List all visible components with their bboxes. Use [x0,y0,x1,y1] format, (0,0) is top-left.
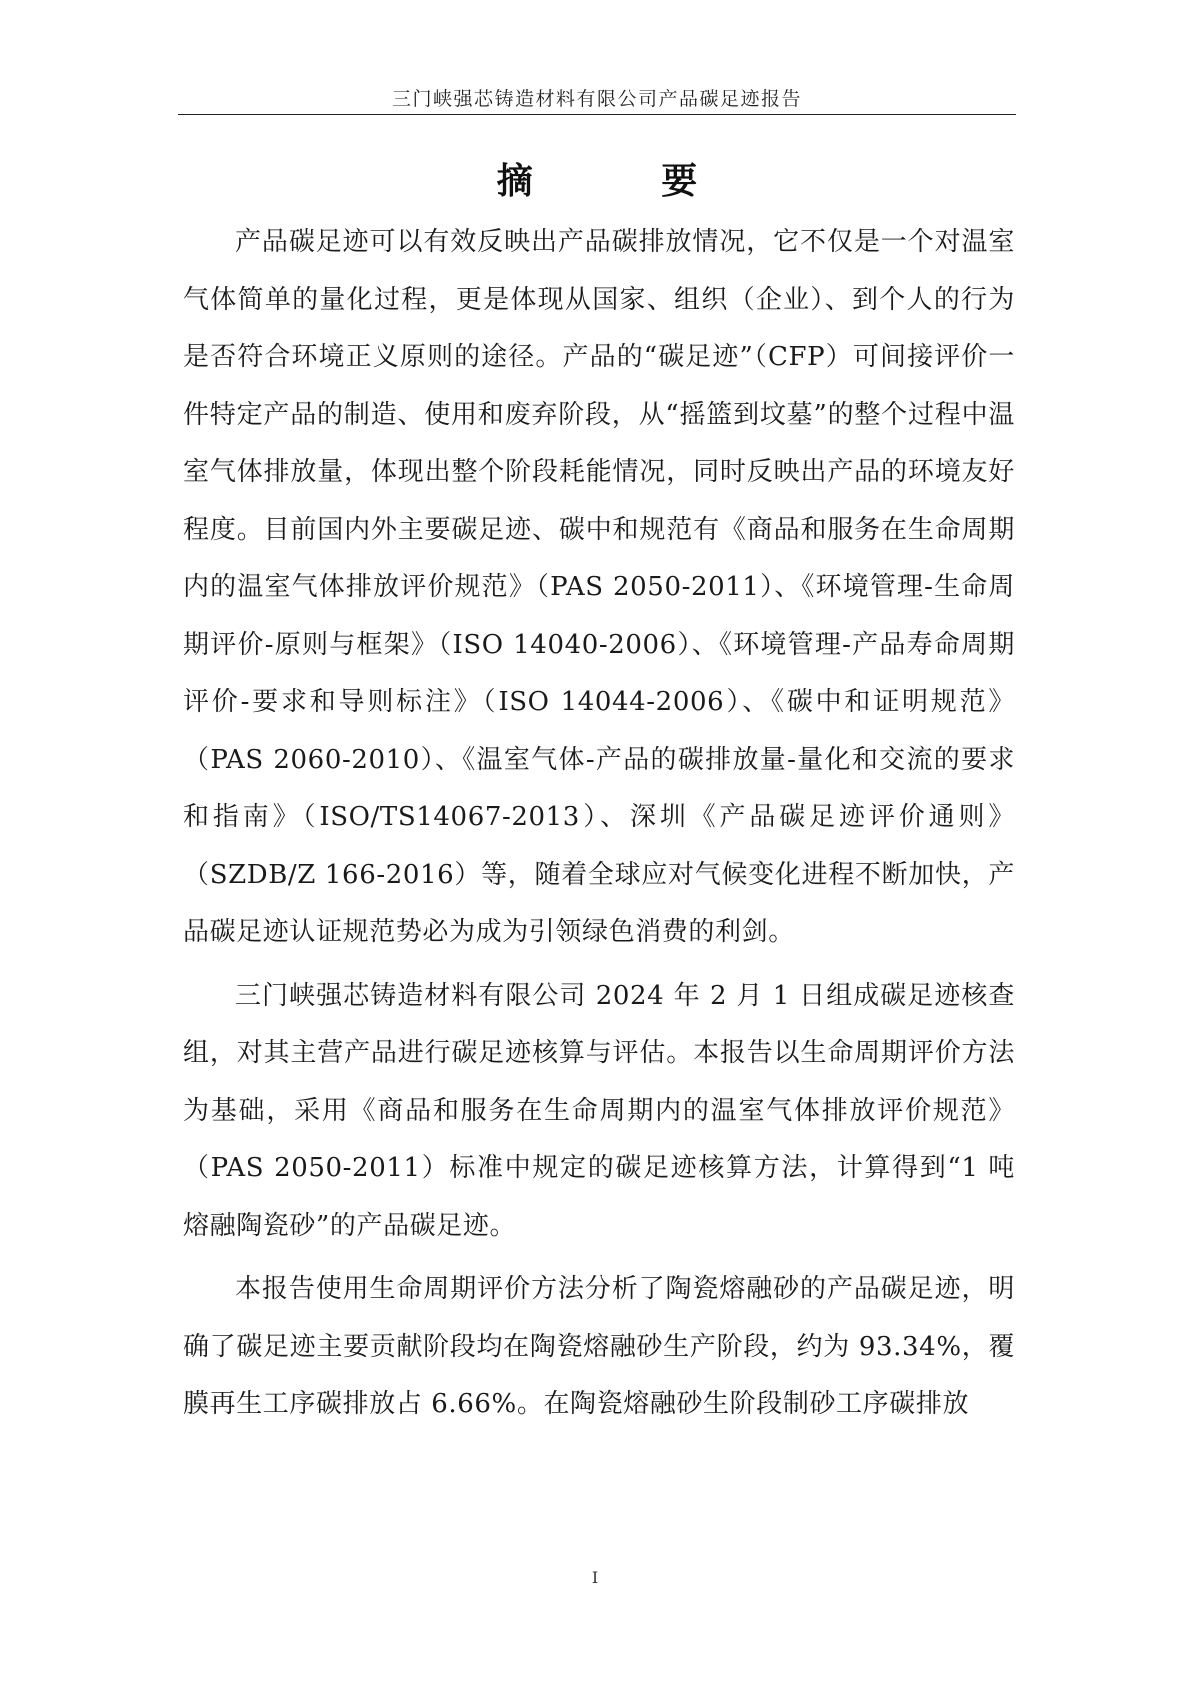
abstract-title: 摘 要 [496,160,756,202]
abstract-body [183,214,1015,1440]
paragraph-intro: 产品碳足迹可以有效反映出产品碳排放情况，它不仅是一个对温室气体简单的量化过程，更是体现从国家、组织（企业）、到个人的行为是否符合环境正义原则的途径。产品的“碳足迹”（CFP）可间接评价一件特定产品的制造、使用和废弃阶段，从“摇篮到坟墓”的整个过程中温室气体排放量，体现出整个阶段耗能情况，同时反映出产品的环境友好程度。目前国内外主要碳足迹、碳中和规范有《商品和服务在生命周期内的温室气体排放评价规范》（PAS 2050-2011）、《环境管理-生命周期评价-原则与框架》（ISO 14040-2006）、《环境管理-产品寿命周期评价-要求和导则标注》（ISO 14044-2006）、《碳中和证明规范》（PAS 2060-2010）、《温室气体-产品的碳排放量-量化和交流的要求和指南》（ISO/TS14067-2013）、深圳《产品碳足迹评价通则》（SZDB/Z 166-2016）等，随着全球应对气候变化进程不断加快，产品碳足迹认证规范势必为成为引领绿色消费的利剑。 [183,227,1015,947]
paragraph-results: 本报告使用生命周期评价方法分析了陶瓷熔融砂的产品碳足迹，明确了碳足迹主要贡献阶段均在陶瓷熔融砂生产阶段，约为 93.34%，覆膜再生工序碳排放占 6.66%。在陶瓷熔融砂生阶段制砂工序碳排放 [183,1274,1015,1419]
header-divider [178,114,1016,115]
paragraph-company-assessment: 三门峡强芯铸造材料有限公司 2024 年 2 月 1 日组成碳足迹核查组，对其主营产品进行碳足迹核算与评估。本报告以生命周期评价方法为基础，采用《商品和服务在生命周期内的温室气体排放评价规范》（PAS 2050-2011）标准中规定的碳足迹核算方法，计算得到“1 吨熔融陶瓷砂”的产品碳足迹。 [183,980,1015,1241]
running-header: 三门峡强芯铸造材料有限公司产品碳足迹报告 [391,88,802,110]
page-number: I [591,1568,599,1587]
